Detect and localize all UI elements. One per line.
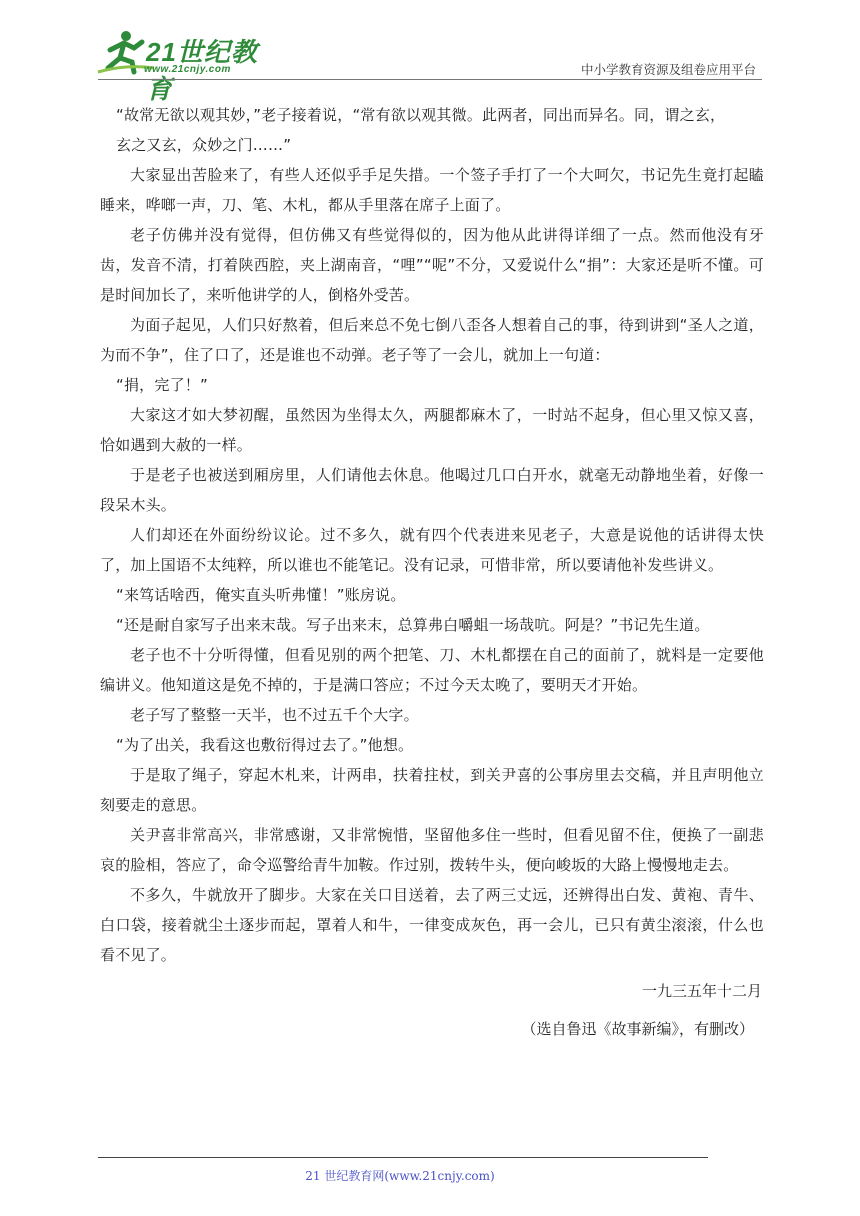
article-date: 一九三五年十二月	[641, 982, 762, 1000]
paragraph: 老子仿佛并没有觉得，但仿佛又有些觉得似的，因为他从此讲得详细了一点。然而他没有牙齿，发音不清，打着陕西腔，夹上湖南音，“哩”“呢”不分，又爱说什么“捐”：大家还是听不懂。可是时间加长了，来听他讲学的人，倒格外受苦。	[100, 226, 764, 304]
page-header	[0, 0, 860, 104]
paragraph: “捐，完了！”	[116, 376, 208, 394]
paragraph: 大家显出苦脸来了，有些人还似乎手足失措。一个签子手打了一个大呵欠，书记先生竟打起瞌睡来，哗啷一声，刀、笔、木札，都从手里落在席子上面了。	[100, 166, 764, 214]
paragraph: 于是老子也被送到厢房里，人们请他去休息。他喝过几口白开水，就毫无动静地坐着，好像一段呆木头。	[100, 466, 764, 514]
footer-divider	[98, 1157, 708, 1158]
article-body	[100, 100, 764, 1044]
paragraph: 于是取了绳子，穿起木札来，计两串，扶着拄杖，到关尹喜的公事房里去交稿，并且声明他立刻要走的意思。	[100, 766, 764, 814]
paragraph: “还是耐自家写子出来末哉。写子出来末，总算弗白嚼蛆一场哉吭。阿是？”书记先生道。	[116, 616, 710, 634]
paragraph: “为了出关，我看这也敷衍得过去了。”他想。	[116, 736, 414, 754]
paragraph: 大家这才如大梦初醒，虽然因为坐得太久，两腿都麻木了，一时站不起身，但心里又惊又喜，恰如遇到大赦的一样。	[100, 406, 764, 454]
paragraph: “故常无欲以观其妙，”老子接着说，“常有欲以观其微。此两者，同出而异名。同，谓之玄，	[116, 106, 726, 124]
paragraph: 老子也不十分听得懂，但看见别的两个把笔、刀、木札都摆在自己的面前了，就料是一定要他编讲义。他知道这是免不掉的，于是满口答应；不过今天太晚了，要明天才开始。	[100, 646, 764, 694]
article-source: （选自鲁迅《故事新编》，有删改）	[521, 1020, 754, 1038]
paragraph: 玄之又玄，众妙之门……”	[116, 136, 292, 154]
header-divider	[98, 79, 762, 80]
paragraph: 不多久，牛就放开了脚步。大家在关口目送着，去了两三丈远，还辨得出白发、黄袍、青牛、白口袋，接着就尘土逐步而起，罩着人和牛，一律变成灰色，再一会儿，已只有黄尘滚滚，什么也看不见了。	[100, 886, 764, 964]
logo-text: 21世纪教育	[146, 37, 258, 104]
paragraph: 为面子起见，人们只好熬着，但后来总不免七倒八歪各人想着自己的事，待到讲到“圣人之道，为而不争”，住了口了，还是谁也不动弹。老子等了一会儿，就加上一句道：	[100, 316, 764, 364]
paragraph: “来笃话啥西，俺实直头听弗懂！”账房说。	[116, 586, 406, 604]
paragraph: 关尹喜非常高兴，非常感谢，又非常惋惜，坚留他多住一些时，但看见留不住，便换了一副悲哀的脸相，答应了，命令巡警给青牛加鞍。作过别，拨转牛头，便向峻坂的大路上慢慢地走去。	[100, 826, 764, 874]
paragraph: 老子写了整整一天半，也不过五千个大字。	[130, 706, 419, 724]
paragraph: 人们却还在外面纷纷议论。过不多久，就有四个代表进来见老子，大意是说他的话讲得太快了，加上国语不太纯粹，所以谁也不能笔记。没有记录，可惜非常，所以要请他补发些讲义。	[100, 526, 764, 574]
site-logo[interactable]	[96, 28, 266, 104]
page-footer[interactable]: 21 世纪教育网(www.21cnjy.com)	[305, 1169, 495, 1183]
platform-title: 中小学教育资源及组卷应用平台	[580, 62, 756, 77]
logo-url: www.21cnjy.com	[144, 64, 231, 75]
